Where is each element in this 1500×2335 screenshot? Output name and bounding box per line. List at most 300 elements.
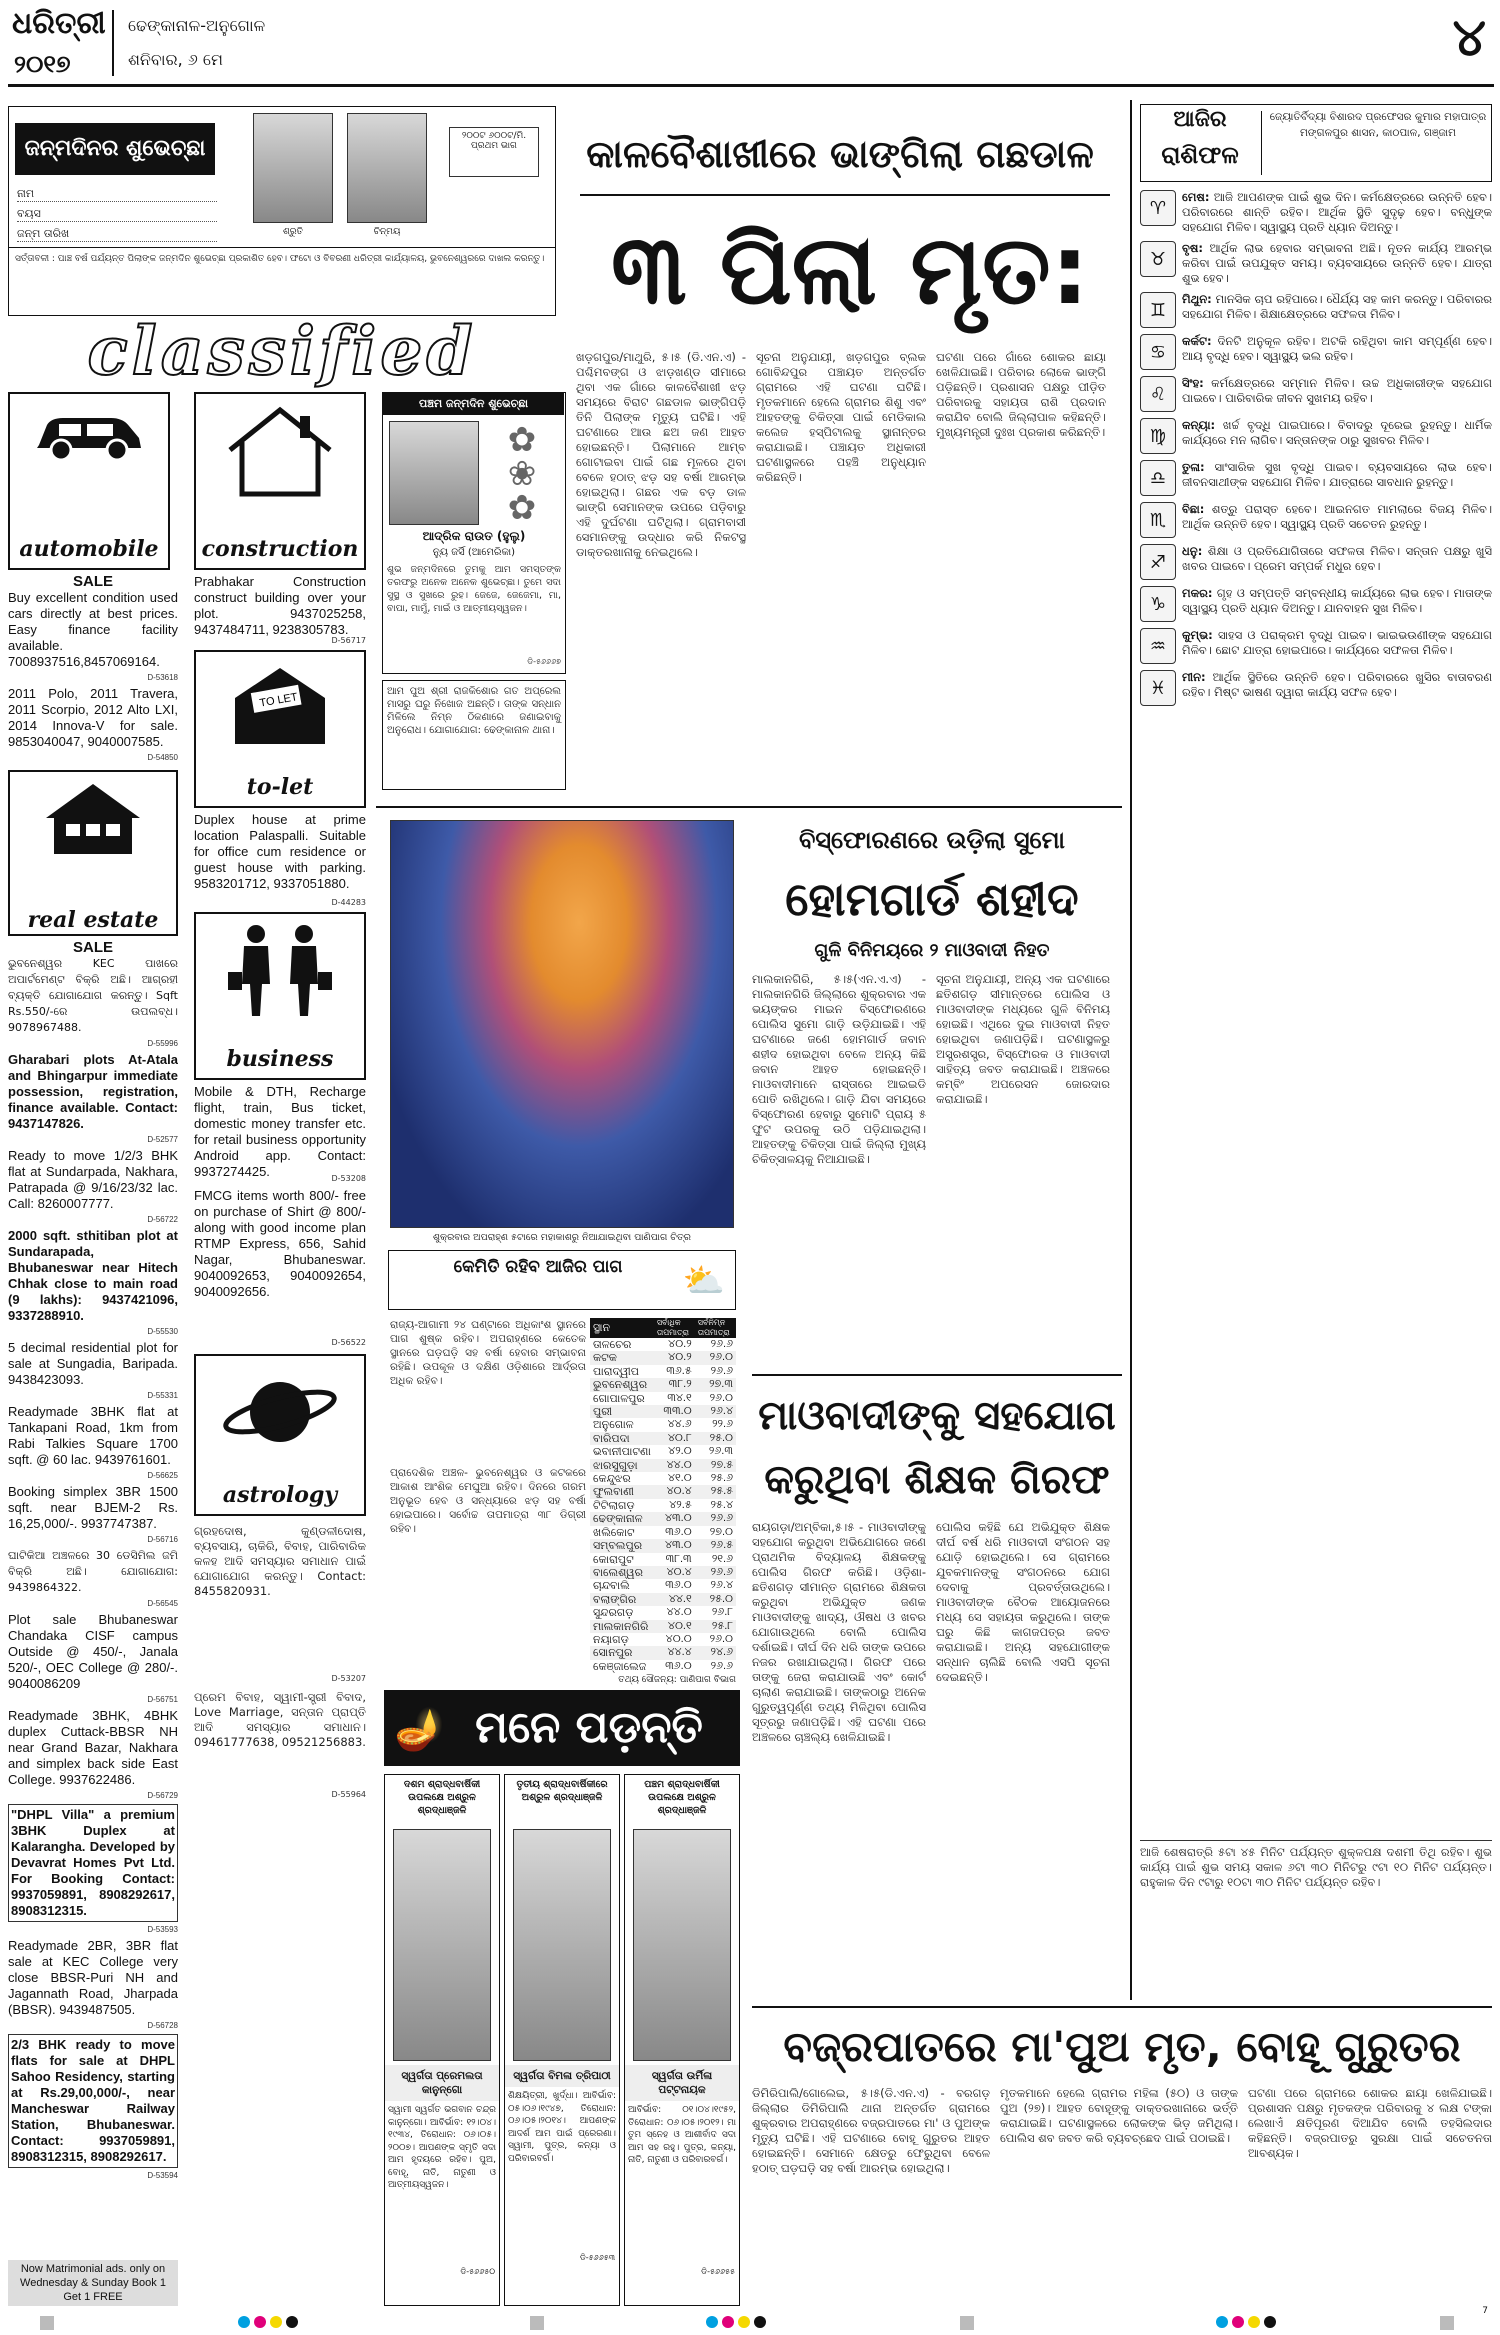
- horoscope-sign: [1140, 502, 1492, 538]
- temperature-cell-city: ସୁନ୍ଦରଗଡ଼: [593, 1606, 634, 1620]
- temperature-cell-max: ୪୪.୦: [666, 1606, 692, 1619]
- weather-title-text: କେମିତି ରହିବ ଆଜିର ପାଗ: [453, 1257, 623, 1277]
- horoscope-title-1: ଆଜିର: [1173, 107, 1227, 132]
- home-outline-icon: [220, 400, 340, 500]
- registration-marks-left: [238, 2316, 298, 2328]
- temperature-cell-min: ୨୬.୦: [709, 1391, 733, 1404]
- ad-apartment-odia: ଭୁବନେଶ୍ୱର KEC ପାଖରେ ଅପାର୍ଟମେଣ୍ଟ ବିକ୍ରି ଅଛି। ଆଗ୍ରହୀ ବ୍ୟକ୍ତି ଯୋଗାଯୋଗ କରନ୍ତୁ। Sqft Rs.550/-ରେ ଉପଲବ୍ଧ। 9078967488.: [8, 957, 178, 1034]
- ad-code: D-55964: [331, 1790, 366, 1799]
- temperature-row: [590, 1378, 736, 1391]
- classified-col1: [8, 574, 178, 2304]
- lightning-body-col2: ମୃତକମାନେ ହେଲେ ଗ୍ରାମର ମହିଳା (୫୦) ଓ ତାଙ୍କ ପୁଅ (୨୭)। ଆହତ ବୋହୂଙ୍କୁ ଡାକ୍ତରଖାନାରେ ଭର୍ତ୍ତି କରାଯାଇଛି। ଘଟଣାସ୍ଥଳରେ ଲୋକଙ୍କ ଭିଡ଼ ଜମିଥିଲା। ପୋଲିସ ଶବ ଜବତ କରି ବ୍ୟବଚ୍ଛେଦ ପାଇଁ ପଠାଇଛି।: [1000, 2086, 1238, 2145]
- obituary-name: ସ୍ୱର୍ଗତା ଉର୍ମିଳା ପଟ୍ଟନାୟକ: [625, 2065, 739, 2101]
- temperature-cell-max: ୪୪.୪: [667, 1646, 692, 1659]
- homeguard-bottom-rule: [752, 1374, 1122, 1376]
- ad-duplex-cuttack: Readymade 3BHK, 4BHK duplex Cuttack-BBSR NH near Grand Bazar, Nakhara and simplex back side East College. 9937622486.: [8, 1708, 178, 1787]
- horoscope-sign: [1140, 241, 1492, 286]
- horoscope-sign-text: [1182, 241, 1492, 286]
- obituary-text: ଆବିର୍ଭାବ: ୦୧।୦୪।୧୯୫୨, ତିରୋଧାନ: ୦୬।୦୫।୨୦୧୨। ମା ତୁମ ସ୍ନେହ ଓ ଆଶୀର୍ବାଦ ସଦା ଆମ ସହ ରହୁ। ପୁତ୍ର, କନ୍ୟା, ନାତି, ନାତୁଣୀ ଓ ପରିବାରବର୍ଗ।: [628, 2105, 736, 2165]
- temperature-cell-city: ବାରିପଦା: [593, 1431, 630, 1445]
- temperature-row: [590, 1646, 736, 1659]
- birthday-title: ଜନ୍ମଦିନର ଶୁଭେଚ୍ଛା: [15, 123, 215, 175]
- fifth-birthday-code: ଡି-୫୬୬୬୭: [527, 657, 561, 666]
- lead-bottom-rule: [376, 806, 1122, 808]
- cyan-mark: [706, 2316, 718, 2328]
- zodiac-prediction: ଆର୍ଥିକ ସ୍ଥିତିରେ ଉନ୍ନତି ହେବ। ପରିବାରରେ ଖୁସିର ବାତାବରଣ ରହିବ। ମିଷ୍ଟ ଭାଷଣ ଦ୍ୱାରା କାର୍ଯ୍ୟ ସଫଳ ହେବ।: [1182, 670, 1492, 699]
- temperature-cell-min: ୨୬.୪: [710, 1579, 733, 1592]
- to-let-label: to-let: [246, 774, 314, 800]
- classified-banner: classified: [87, 312, 477, 390]
- astrologer-credit: ଜ୍ୟୋତିର୍ବିଦ୍ୟା ବିଶାରଦ ପ୍ରଫେସର କୁମାର ମହାପାତ୍ର ମଙ୍ଗଳପୁର ଶାସନ, କାଠପାଳ, ଗଞ୍ଜାମ: [1269, 111, 1487, 139]
- temperature-cell-min: ୨୬.୫: [710, 1539, 733, 1552]
- obituary-name: ସ୍ୱର୍ଗତା ବିମଳା ତ୍ରିପାଠୀ: [505, 2065, 619, 2087]
- magenta-mark: [1232, 2316, 1244, 2328]
- birthday-terms: ସର୍ତ୍ତାବଳୀ : ପାଞ୍ଚ ବର୍ଷ ପର୍ଯ୍ୟନ୍ତ ପିଲାଙ୍କ ଜନ୍ମଦିନ ଶୁଭେଚ୍ଛା ପ୍ରକାଶିତ ହେବ। ଫଟୋ ଓ ବିବରଣୀ ଧରିତ୍ରୀ କାର୍ଯ୍ୟାଳୟ, ଭୁବନେଶ୍ୱରରେ ଦାଖଲ କରନ୍ତୁ।: [15, 254, 545, 264]
- automobile-label: automobile: [19, 536, 159, 562]
- col-city-header: ସ୍ଥାନ: [593, 1321, 611, 1335]
- ad-code: D-53618: [147, 673, 178, 682]
- temperature-cell-min: ୨୬.୦: [709, 1351, 733, 1364]
- cyan-mark: [238, 2316, 250, 2328]
- zodiac-symbol-icon: ♉: [1140, 241, 1176, 277]
- obituary-heading: ଦଶମ ଶ୍ରାଦ୍ଧବାର୍ଷିକୀ ଉପଲକ୍ଷେ ଅଶ୍ରୁଳ ଶ୍ରଦ୍ଧାଞ୍ଜଳି: [403, 1779, 481, 1816]
- zodiac-prediction: ଶିକ୍ଷା ଓ ପ୍ରତିଯୋଗିତାରେ ସଫଳତା ମିଳିବ। ସନ୍ତାନ ପକ୍ଷରୁ ଖୁସି ଖବର ପାଇବେ। ପ୍ରେମ ସମ୍ପର୍କ ମଧୁର ହେବ।: [1182, 544, 1492, 573]
- lead-kicker-rule: [580, 194, 1110, 196]
- temperature-cell-min: ୨୭.୫: [710, 1458, 733, 1471]
- astrology-label: astrology: [222, 1482, 338, 1508]
- temperature-cell-city: ସମ୍ବଲପୁର: [593, 1539, 643, 1553]
- yellow-mark: [738, 2316, 750, 2328]
- zodiac-symbol-icon: ♓: [1140, 670, 1176, 706]
- ad-sthitiban-plot: 2000 sqft. sthitiban plot at Sundarapada, Bhubaneswar near Hitech Chhak close to main road (9 lakhs): 9437421096, 9337288910.: [8, 1228, 178, 1323]
- category-business[interactable]: [194, 912, 366, 1080]
- zodiac-symbol-icon: ♍: [1140, 418, 1176, 454]
- temperature-row: [590, 1499, 736, 1512]
- house-icon: [38, 778, 148, 858]
- temperature-cell-max: ୪୦.୪: [666, 1485, 692, 1498]
- crop-mark: [530, 2316, 544, 2330]
- matrimonial-notice: Now Matrimonial ads. only on Wednesday & Sunday Book 1 Get 1 FREE: [8, 2260, 178, 2306]
- obituary-card: [624, 1774, 740, 2306]
- category-real-estate[interactable]: [8, 770, 178, 936]
- ad-cars-for-sale: 2011 Polo, 2011 Travera, 2011 Scorpio, 2012 Alto LXI, 2014 Innova-V for sale. 9853040047, 9040007585.: [8, 686, 178, 749]
- temperature-cell-city: କୋରାପୁଟ: [593, 1552, 634, 1566]
- black-mark: [286, 2316, 298, 2328]
- horoscope-sign: [1140, 670, 1492, 706]
- zodiac-sign-name: ମକର:: [1182, 586, 1213, 600]
- temperature-cell-city: ପୁରୀ: [593, 1405, 612, 1419]
- temperature-cell-city: ଗୋପାଳପୁର: [593, 1391, 645, 1405]
- cyan-mark: [1216, 2316, 1228, 2328]
- temperature-cell-city: ଅନୁଗୋଳ: [593, 1418, 634, 1432]
- zodiac-sign-name: ମେଷ:: [1182, 190, 1210, 204]
- lightning-headline: ବଜ୍ରପାତରେ ମା'ପୁଅ ମୃତ, ବୋହୂ ଗୁରୁତର: [783, 2022, 1461, 2071]
- temperature-row: [590, 1593, 736, 1606]
- obituary-name: ସ୍ୱର୍ଗତା ପ୍ରେମଲତା କାନୁନ୍‌ଗୋ: [385, 2065, 499, 2101]
- temperature-row: [590, 1338, 736, 1351]
- birthday-field-age: [17, 207, 217, 222]
- lightning-top-rule: [752, 2006, 1492, 2008]
- temperature-row: [590, 1579, 736, 1592]
- temperature-source: ତଥ୍ୟ ସୌଜନ୍ୟ: ପାଣିପାଗ ବିଭାଗ: [618, 1675, 736, 1686]
- temperature-cell-max: ୪୦.୨: [668, 1351, 692, 1364]
- obituary-text: ସ୍ୱାମୀ ସ୍ୱର୍ଗତ ଭଗବାନ ଚନ୍ଦ୍ର କାନୁନ୍‌ଗୋ। ଆବିର୍ଭାବ: ୧୨।୦୪।୧୯୩୪, ତିରୋଧାନ: ୦୬।୦୫।୨୦୦୭। ଆପଣଙ୍କ ସ୍ମୃତି ସଦା ଆମ ହୃଦୟରେ ରହିବ। ପୁଅ, ବୋହୂ, ନାତି, ନାତୁଣୀ ଓ ଆତ୍ମୀୟସ୍ୱଜନ।: [388, 2105, 496, 2190]
- ad-bhk-flat-sundarpada: Ready to move 1/2/3 BHK flat at Sundarpada, Nakhara, Patrapada @ 9/16/23/32 lac. Call: 8260007777.: [8, 1148, 178, 1211]
- yellow-mark: [270, 2316, 282, 2328]
- category-astrology[interactable]: [194, 1354, 366, 1516]
- temperature-cell-city: ଫୁଲବାଣୀ: [593, 1485, 634, 1499]
- temperature-cell-city: ବାଲେଶ୍ୱର: [593, 1565, 643, 1579]
- temperature-cell-min: ୨୧.୬: [711, 1552, 733, 1565]
- lead-kicker: କାଳବୈଶାଖୀରେ ଭାଙ୍ଗିଲା ଗଛଡାଳ: [586, 132, 1094, 176]
- ad-code: D-56545: [147, 1599, 178, 1608]
- teacher-headline-line1: ମାଓବାଦୀଙ୍କୁ ସହଯୋଗ: [758, 1393, 1116, 1439]
- temperature-cell-min: ୨୭.୩: [709, 1378, 733, 1391]
- horoscope-sign: [1140, 544, 1492, 580]
- temperature-cell-city: ପାରାଦ୍ୱୀପ: [593, 1364, 639, 1378]
- temperature-cell-max: ୪୨.୦: [668, 1445, 692, 1458]
- category-automobile[interactable]: [8, 392, 170, 570]
- zodiac-symbol-icon: ♒: [1140, 628, 1176, 664]
- to-let-sign-icon: [225, 658, 335, 748]
- zodiac-prediction: ଗୃହ ଓ ସମ୍ପତ୍ତି ସମ୍ବନ୍ଧୀୟ କାର୍ଯ୍ୟରେ ଲାଭ ହେବ। ମାତାଙ୍କ ସ୍ୱାସ୍ଥ୍ୟ ପ୍ରତି ଧ୍ୟାନ ଦିଅନ୍ତୁ। ଯାନବାହନ ସୁଖ ମିଳିବ।: [1182, 586, 1492, 615]
- sun-cloud-icon: ⛅: [682, 1261, 725, 1301]
- horoscope-sign-text: [1182, 502, 1492, 532]
- temperature-cell-max: ୪୪.୬: [667, 1418, 692, 1431]
- birthday-field-dob: [17, 227, 217, 242]
- temperature-cell-city: ଚାନ୍ଦବାଲି: [593, 1579, 630, 1593]
- child-location: ନ୍ୟୁ ଜର୍ସି (ଆମେରିକା): [432, 547, 516, 558]
- temperature-cell-max: ୩୬.୦: [665, 1579, 692, 1592]
- ad-land-odia: ଘାଟିକିଆ ଅଞ୍ଚଳରେ 30 ଡେସିମିଲ ଜମି ବିକ୍ରି ଅଛି। ଯୋଗାଯୋଗ: 9439864322.: [8, 1549, 178, 1594]
- zodiac-prediction: ଦିନଟି ଅନୁକୂଳ ରହିବ। ଅଟକି ରହିଥିବା କାମ ସମ୍ପୂର୍ଣ୍ଣ ହେବ। ଆୟ ବୃଦ୍ଧି ହେବ। ସ୍ୱାସ୍ଥ୍ୟ ଭଲ ରହିବ।: [1182, 334, 1492, 363]
- ad-code: D-56717: [331, 636, 366, 645]
- lightning-body-col3: ଘଟଣା ପରେ ଗ୍ରାମରେ ଶୋକର ଛାୟା ଖେଳିଯାଇଛି। ପ୍ରଶାସନ ପକ୍ଷରୁ ମୃତକଙ୍କ ପରିବାରକୁ ୪ ଲକ୍ଷ ଟଙ୍କା ଲେଖାଏଁ କ୍ଷତିପୂରଣ ଦିଆଯିବ ବୋଲି ତହସିଲଦାର କହିଛନ୍ତି। ବଜ୍ରପାତରୁ ସୁରକ୍ଷା ପାଇଁ ସଚେତନତା ଆବଶ୍ୟକ।: [1248, 2086, 1492, 2160]
- magenta-mark: [254, 2316, 266, 2328]
- homeguard-kicker: ବିସ୍ଫୋରଣରେ ଉଡ଼ିଲା ସୁମୋ: [799, 826, 1065, 854]
- temperature-header-row: [590, 1318, 736, 1338]
- masthead-year: ୨୦୧୭: [14, 50, 71, 78]
- child-photo-2: [347, 113, 427, 223]
- ad-code: D-52577: [147, 1135, 178, 1144]
- temperature-cell-min: ୨୬.୬: [710, 1364, 733, 1377]
- zodiac-symbol-icon: ♎: [1140, 460, 1176, 496]
- ad-code: D-56729: [147, 1791, 178, 1800]
- horoscope-divider: [1130, 100, 1132, 2000]
- masthead: [8, 6, 1494, 84]
- category-to-let[interactable]: [194, 650, 366, 808]
- temperature-cell-max: ୪୦.୪: [666, 1565, 692, 1578]
- temperature-cell-min: ୨୫.୬: [710, 1472, 733, 1485]
- temperature-cell-city: ସୋନପୁର: [593, 1646, 633, 1660]
- crop-mark: [960, 2316, 974, 2330]
- ad-code: D-56751: [147, 1695, 178, 1704]
- satellite-weather-map: [390, 820, 734, 1228]
- temperature-cell-max: ୩୮.୩: [665, 1552, 692, 1565]
- temperature-cell-min: ୨୫.୫: [710, 1485, 733, 1498]
- temperature-cell-min: ୨୬.୬: [710, 1659, 733, 1672]
- zodiac-prediction: ଆଜି ଆପଣଙ୍କ ପାଇଁ ଶୁଭ ଦିନ। କର୍ମକ୍ଷେତ୍ରରେ ଉନ୍ନତି ହେବ। ପରିବାରରେ ଶାନ୍ତି ରହିବ। ଆର୍ଥିକ ସ୍ଥିତି ସୁଦୃଢ଼ ହେବ। ବନ୍ଧୁଙ୍କ ସହଯୋଗ ମିଳିବ। ସ୍ୱାସ୍ଥ୍ୟ ପ୍ରତି ଧ୍ୟାନ ଦିଅନ୍ତୁ।: [1182, 190, 1492, 234]
- zodiac-sign-name: ମୀନ:: [1182, 670, 1206, 684]
- crop-mark: [40, 2316, 54, 2330]
- homeguard-headline: ହୋମଗାର୍ଡ ଶହୀଦ: [785, 872, 1079, 926]
- temperature-cell-city: ଭବାନୀପାଟଣା: [593, 1445, 651, 1459]
- teacher-body-col2: ପୋଲିସ କହିଛି ଯେ ଅଭିଯୁକ୍ତ ଶିକ୍ଷକ ଦୀର୍ଘ ବର୍ଷ ଧରି ମାଓବାଦୀ ସଂଗଠନ ସହ ଯୋଡ଼ି ହୋଇଥିଲେ। ସେ ଗ୍ରାମରେ ଯୁବକମାନଙ୍କୁ ସଂଗଠନରେ ଯୋଗ ଦେବାକୁ ପ୍ରବର୍ତ୍ତାଉଥିଲେ। ମାଓବାଦୀଙ୍କ ବୈଠକ ଆୟୋଜନରେ ମଧ୍ୟ ସେ ସହାୟତା କରୁଥିଲେ। ତାଙ୍କ ଘରୁ କିଛି କାଗଜପତ୍ର ଜବତ କରାଯାଇଛି। ଅନ୍ୟ ସହଯୋଗୀଙ୍କ ସନ୍ଧାନ ଚାଲିଛି ବୋଲି ଏସପି ସୂଚନା ଦେଇଛନ୍ତି।: [936, 1520, 1110, 1684]
- ad-fmcg-offer: FMCG items worth 800/- free on purchase of Shirt @ 800/- along with good income plan RTMP Express, 656, Sahid Nagar, Bhubaneswar. 9040092653, 9040092654, 9040092656.: [194, 1188, 366, 1299]
- planet-icon: [220, 1362, 340, 1462]
- black-mark: [1264, 2316, 1276, 2328]
- weather-title: [388, 1250, 736, 1310]
- ad-gharabari-plots: Gharabari plots At-Atala and Bhingarpur immediate possession, registration, finance available. Contact: 9437147826.: [8, 1052, 178, 1131]
- zodiac-symbol-icon: ♐: [1140, 544, 1176, 580]
- temperature-cell-max: ୪୦.୮: [667, 1431, 692, 1444]
- temperature-rows: [590, 1338, 736, 1673]
- horoscope-sign: [1140, 334, 1492, 370]
- horoscope-sign-text: [1182, 544, 1492, 574]
- temperature-cell-city: କଟକ: [593, 1351, 617, 1365]
- child-name-2: ଚିନ୍ମୟ: [373, 227, 401, 237]
- temperature-cell-min: ୨୬.୬: [710, 1565, 733, 1578]
- temperature-row: [590, 1512, 736, 1525]
- fifth-birthday-text: ଶୁଭ ଜନ୍ମଦିନରେ ତୁମକୁ ଆମ ସମସ୍ତଙ୍କ ତରଫରୁ ଅନେକ ଅନେକ ଶୁଭେଚ୍ଛା। ତୁମେ ସଦା ସୁସ୍ଥ ଓ ସୁଖରେ ରୁହ। ଜେଜେ, ଜେଜେମା, ମା, ବାପା, ମାମୁଁ, ମାଇଁ ଓ ଆତ୍ମୀୟସ୍ୱଜନ।: [387, 564, 561, 614]
- horoscope-sign-text: [1182, 334, 1492, 364]
- obituary-code: ଡି-୫୬୬୫୩: [579, 2253, 615, 2262]
- ad-kec-flat: Readymade 2BR, 3BR flat sale at KEC College very close BBSR-Puri NH and Jagannath Road, Jharpada (BBSR). 9439487505.: [8, 1938, 178, 2017]
- temperature-row: [590, 1351, 736, 1364]
- black-mark: [754, 2316, 766, 2328]
- sale-heading-1: SALE: [72, 574, 113, 590]
- temperature-cell-city: ବଲାଙ୍ଗିର: [593, 1592, 637, 1606]
- ad-tankapani-flat: Readymade 3BHK flat at Tankapani Road, 1km from Rabi Talkies Square 1700 sqft. @ 60 lac. 9439761601.: [8, 1404, 178, 1467]
- registration-marks-right: [1216, 2316, 1276, 2328]
- business-people-icon: [220, 920, 340, 1020]
- temperature-row: [590, 1392, 736, 1405]
- child-photo: [389, 421, 479, 525]
- registration-marks-center: [706, 2316, 766, 2328]
- temperature-row: [590, 1606, 736, 1619]
- temperature-cell-max: ୪୪.୧: [668, 1592, 692, 1605]
- horoscope-sign-text: [1182, 460, 1492, 490]
- lead-headline: ୩ ପିଲା ମୃତ:: [610, 214, 1089, 326]
- ad-residential-plot: 5 decimal residential plot for sale at Sungadia, Baripada. 9438423093.: [8, 1340, 178, 1387]
- satellite-caption: ଶୁକ୍ରବାର ଅପରାହ୍ଣ ୫ଟାରେ ମହାକାଶରୁ ନିଆଯାଇଥିବା ପାଣିପାଗ ଚିତ୍ର: [432, 1232, 692, 1243]
- zodiac-sign-name: ଧନୁ:: [1182, 544, 1203, 558]
- zodiac-prediction: ସାଂସାରିକ ସୁଖ ବୃଦ୍ଧି ପାଇବ। ବ୍ୟବସାୟରେ ଲାଭ ହେବ। ଜୀବନସାଥୀଙ୍କ ସହଯୋଗ ମିଳିବ। ଯାତ୍ରାରେ ସାବଧାନ ରୁହନ୍ତୁ।: [1182, 460, 1492, 489]
- temperature-row: [590, 1445, 736, 1458]
- temperature-cell-min: ୨୬.୮: [711, 1606, 733, 1619]
- ad-code: D-55530: [147, 1327, 178, 1336]
- magenta-mark: [722, 2316, 734, 2328]
- temperature-row: [590, 1432, 736, 1445]
- horoscope-sign-text: [1182, 670, 1492, 700]
- temperature-cell-max: ୪୪.୦: [666, 1458, 692, 1471]
- temperature-cell-city: କେନ୍ଦୁଝର: [593, 1472, 631, 1486]
- temperature-row: [590, 1620, 736, 1633]
- flowers-decoration: ✿ ❀ ✿: [507, 420, 537, 528]
- temperature-cell-max: ୪୧.୦: [667, 1472, 692, 1485]
- ad-code: D-55331: [147, 1391, 178, 1400]
- teacher-body-col1: ରାୟଗଡ଼ା/ଅମ୍ବିକା,୫।୫ - ମାଓବାଦୀଙ୍କୁ ସହଯୋଗ କରୁଥିବା ଅଭିଯୋଗରେ ଜଣେ ପ୍ରାଥମିକ ବିଦ୍ୟାଳୟ ଶିକ୍ଷକଙ୍କୁ ପୋଲିସ ଗିରଫ କରିଛି। ଓଡ଼ିଶା-ଛତିଶଗଡ଼ ସୀମାନ୍ତ ଗ୍ରାମରେ ଶିକ୍ଷକତା କରୁଥିବା ଅଭିଯୁକ୍ତ ଜଣକ ମାଓବାଦୀଙ୍କୁ ଖାଦ୍ୟ, ଔଷଧ ଓ ଖବର ଯୋଗାଉଥିଲେ ବୋଲି ପୋଲିସ ଦର୍ଶାଇଛି। ଦୀର୍ଘ ଦିନ ଧରି ତାଙ୍କ ଉପରେ ନଜର ରଖାଯାଇଥିଲା। ଗିରଫ ପରେ ତାଙ୍କୁ ଜେରା କରାଯାଉଛି ଏବଂ କୋର୍ଟ ଚାଲାଣ କରାଯାଇଛି। ତାଙ୍କଠାରୁ ଅନେକ ଗୁରୁତ୍ୱପୂର୍ଣ୍ଣ ତଥ୍ୟ ମିଳିଥିବା ପୋଲିସ ସୂତ୍ରରୁ ଜଣାପଡ଼ିଛି। ଏହି ଘଟଣା ପରେ ଅଞ୍ଚଳରେ ଚାଞ୍ଚଲ୍ୟ ଖେଳିଯାଇଛି।: [752, 1520, 926, 1744]
- page-footer-number: 7: [1482, 2306, 1488, 2316]
- temperature-table-grid: [590, 1318, 736, 1673]
- ad-code: D-53208: [331, 1174, 366, 1183]
- construction-label: construction: [201, 536, 359, 562]
- temperature-cell-city: ତାଳଚେର: [593, 1338, 632, 1351]
- obituary-card: [504, 1774, 620, 2306]
- temperature-cell-max: ୪୦.୧: [667, 1619, 692, 1632]
- temperature-row: [590, 1660, 736, 1673]
- ad-used-cars: Buy excellent condition used cars directly at best prices. Easy finance facility available. 7008937516,8457069164.: [8, 590, 178, 669]
- ad-mobile-recharge: Mobile & DTH, Recharge flight, train, Bus ticket, domestic money transfer etc. for retail business opportunity Android app. Contact: 9937274425.: [194, 1084, 366, 1178]
- zodiac-prediction: ମାନସିକ ଚାପ ରହିପାରେ। ଧୈର୍ଯ୍ୟ ସହ କାମ କରନ୍ତୁ। ପରିବାରର ସହଯୋଗ ମିଳିବ। ଶିକ୍ଷାକ୍ଷେତ୍ରରେ ସଫଳତା ମିଳିବ।: [1182, 292, 1492, 321]
- temperature-cell-max: ୩୪.୧: [667, 1391, 692, 1404]
- ad-sahoo-residency: 2/3 BHK ready to move flats for sale at DHPL Sahoo Residency, starting at Rs.29,00,000/-, near Mancheswar Railway Station, Bhubaneswar. Contact: 9937059891, 8908312315, 8908292617.: [8, 2034, 178, 2168]
- temperature-cell-max: ୪୦.୦: [665, 1632, 692, 1645]
- temperature-cell-city: କେଞ୍ଜାଲେଜ: [593, 1659, 647, 1673]
- ad-code: D-56522: [331, 1338, 366, 1347]
- col-min-header: ସର୍ବନିମ୍ନ ତାପମାତ୍ରା: [697, 1318, 730, 1337]
- fifth-birthday-box: [382, 392, 566, 674]
- temperature-cell-min: ୨୪.୬: [710, 1646, 733, 1659]
- horoscope-sign: [1140, 292, 1492, 328]
- horoscope-sign: [1140, 628, 1492, 664]
- horoscope-sign: [1140, 460, 1492, 496]
- lightning-body-col1: ଡିମିରିପାଲି/ଗୋଲେଇ, ୫।୫(ଡି.ଏନ.ଏ) - ବରଗଡ଼ ଜିଲ୍ଲାର ଡିମିରିପାଲି ଥାନା ଅନ୍ତର୍ଗତ ଗ୍ରାମରେ ଶୁକ୍ରବାର ଅପରାହ୍ଣରେ ବଜ୍ରପାତରେ ମା' ଓ ପୁଅଙ୍କ ମୃତ୍ୟୁ ଘଟିଛି। ଏହି ଘଟଣାରେ ବୋହୂ ଗୁରୁତର ଆହତ ହୋଇଛନ୍ତି। ସେମାନେ କ୍ଷେତରୁ ଫେରୁଥିବା ବେଳେ ହଠାତ୍ ଘଡ଼ଘଡ଼ି ସହ ବର୍ଷା ଆରମ୍ଭ ହୋଇଥିଲା।: [752, 2086, 990, 2175]
- homeguard-body-col1: ମାଲକାନଗିରି, ୫।୫(ଏନ.ଏ.ଏ) - ମାଲକାନଗିରି ଜିଲ୍ଲାରେ ଶୁକ୍ରବାର ଏକ ଭୟଙ୍କର ମାଇନ ବିସ୍ଫୋରଣରେ ପୋଲିସ ସୁମୋ ଗାଡ଼ି ଉଡ଼ିଯାଇଛି। ଏହି ଘଟଣାରେ ଜଣେ ହୋମଗାର୍ଡ ଜବାନ ଶହୀଦ ହୋଇଥିବା ବେଳେ ଅନ୍ୟ କିଛି ଜବାନ ଆହତ ହୋଇଛନ୍ତି। ମାଓବାଦୀମାନେ ରାସ୍ତାରେ ଆଇଇଡି ପୋତି ରଖିଥିଲେ। ଗାଡ଼ି ଯିବା ସମୟରେ ବିସ୍ଫୋରଣ ହେବାରୁ ସୁମୋଟି ପ୍ରାୟ ୫ ଫୁଟ ଉପରକୁ ଉଠି ପଡ଼ିଯାଇଥିଲା। ଆହତଙ୍କୁ ଚିକିତ୍ସା ପାଇଁ ଜିଲ୍ଲା ମୁଖ୍ୟ ଚିକିତ୍ସାଳୟକୁ ନିଆଯାଇଛି।: [752, 972, 926, 1166]
- edition-name: ଢେଙ୍କାନାଳ-ଅନୁଗୋଳ: [128, 16, 266, 35]
- car-icon: [29, 400, 149, 470]
- lamp-icon: 🪔: [394, 1707, 444, 1753]
- obituary-code: ଡି-୫୬୬୫୦: [460, 2267, 495, 2276]
- temperature-cell-city: ନୟାଗଡ଼: [593, 1632, 629, 1646]
- temperature-cell-max: ୩୬.୫: [666, 1364, 692, 1377]
- panchang-footer: ଆଜି ଶେଷରାତ୍ରି ୫ଟା ୪୫ ମିନିଟ ପର୍ଯ୍ୟନ୍ତ ଶୁକ୍ଳପକ୍ଷ ଦଶମୀ ତିଥି ରହିବ। ଶୁଭ କାର୍ଯ୍ୟ ପାଇଁ ଶୁଭ ସମୟ ସକାଳ ୬ଟା ୩୦ ମିନିଟରୁ ୯ଟା ୧୦ ମିନିଟ ପର୍ଯ୍ୟନ୍ତ। ରାହୁକାଳ ଦିନ ୯ଟାରୁ ୧୦ଟା ୩୦ ମିନିଟ ପର୍ଯ୍ୟନ୍ତ ରହିବ।: [1140, 1840, 1492, 2000]
- child-name-1: ଶ୍ରୁତି: [283, 227, 303, 237]
- ad-code: D-55996: [147, 1039, 178, 1048]
- newspaper-logo: ଧରିତ୍ରୀ: [12, 6, 106, 41]
- zodiac-sign-name: ବିଛା:: [1182, 502, 1205, 516]
- ad-astrology-odia: ଗ୍ରହଦୋଷ, କୁଣ୍ଡଳୀଦୋଷ, ବ୍ୟବସାୟ, ଚାକିରି, ବିବାହ, ପାରିବାରିକ କଳହ ଆଦି ସମସ୍ୟାର ସମାଧାନ ପାଇଁ ଯୋଗାଯୋଗ କରନ୍ତୁ। Contact: 8455820931.: [194, 1524, 366, 1598]
- ad-love-marriage: ପ୍ରେମ ବିବାହ, ସ୍ୱାମୀ-ସ୍ତ୍ରୀ ବିବାଦ, Love Marriage, ସନ୍ତାନ ପ୍ରାପ୍ତି ଆଦି ସମସ୍ୟାର ସମାଧାନ। 09461777638, 09521256883.: [194, 1690, 366, 1749]
- horoscope-header-rule: [1261, 111, 1262, 175]
- horoscope-sign-text: [1182, 376, 1492, 406]
- birthday-wishes-box: [8, 106, 556, 316]
- horoscope-sign: [1140, 376, 1492, 412]
- zodiac-symbol-icon: ♑: [1140, 586, 1176, 622]
- zodiac-symbol-icon: ♏: [1140, 502, 1176, 538]
- temperature-cell-city: ଭୁବନେଶ୍ୱର: [593, 1378, 648, 1392]
- zodiac-symbol-icon: ♈: [1140, 190, 1176, 226]
- category-construction[interactable]: [194, 392, 366, 570]
- ad-code: D-54850: [147, 753, 178, 762]
- page-number: ୪: [1452, 8, 1486, 68]
- zodiac-sign-name: ସିଂହ:: [1182, 376, 1204, 390]
- horoscope-sign-text: [1182, 292, 1492, 322]
- temperature-cell-min: ୨୬.୪: [710, 1405, 733, 1418]
- ad-code: D-56722: [147, 1215, 178, 1224]
- temperature-row: [590, 1633, 736, 1646]
- temperature-row: [590, 1472, 736, 1485]
- zodiac-sign-name: କନ୍ୟା:: [1182, 418, 1216, 432]
- temperature-cell-min: ୨୫.୦: [709, 1431, 733, 1444]
- field-age-label: ବୟସ: [17, 207, 41, 220]
- obituary-card: [384, 1774, 500, 2306]
- temperature-row: [590, 1526, 736, 1539]
- ad-dhpl-villa: "DHPL Villa" a premium 3BHK Duplex at Kalarangha. Developed by Devavrat Homes Pvt Ltd. For Booking Contact: 9937059891, 8908292617, 8908312315.: [8, 1804, 178, 1922]
- weather-forecast-regional: ପ୍ରାଦେଶିକ ଅଞ୍ଚଳ- ଭୁବନେଶ୍ୱର ଓ କଟକରେ ଆକାଶ ଆଂଶିକ ମେଘୁଆ ରହିବ। ଦିନରେ ଗରମ ଅନୁଭୂତ ହେବ ଓ ସନ୍ଧ୍ୟାରେ ଝଡ଼ ସହ ବର୍ଷା ହୋଇପାରେ। ସର୍ବୋଚ୍ଚ ତାପମାତ୍ରା ୩୮ ଡିଗ୍ରୀ ରହିବ।: [390, 1467, 586, 1535]
- temperature-cell-city: ଢେଙ୍କାନାଳ: [593, 1512, 643, 1526]
- temperature-cell-min: ୨୬.୬: [710, 1512, 733, 1525]
- zodiac-sign-name: ମିଥୁନ:: [1182, 292, 1212, 306]
- zodiac-prediction: ଆର୍ଥିକ ଲାଭ ହେବାର ସମ୍ଭାବନା ଅଛି। ନୂତନ କାର୍ଯ୍ୟ ଆରମ୍ଭ କରିବା ପାଇଁ ଉପଯୁକ୍ତ ସମୟ। ବ୍ୟବସାୟରେ ଉନ୍ନତି ହେବ। ଯାତ୍ରା ଶୁଭ ହେବ।: [1182, 241, 1492, 285]
- horoscope-sign-text: [1182, 190, 1492, 235]
- masthead-rule: [8, 84, 1494, 87]
- horoscope-title-2: ରାଶିଫଳ: [1161, 141, 1239, 169]
- obituary-photo: [393, 1829, 491, 2061]
- zodiac-prediction: ସାହସ ଓ ପରାକ୍ରମ ବୃଦ୍ଧି ପାଇବ। ଭାଇଭଉଣୀଙ୍କ ସହଯୋଗ ମିଳିବ। ଛୋଟ ଯାତ୍ରା ହୋଇପାରେ। କାର୍ଯ୍ୟରେ ସଫଳତା ମିଳିବ।: [1182, 628, 1492, 657]
- temperature-cell-city: ମାଲକାନଗିରି: [593, 1619, 649, 1633]
- temperature-cell-min: ୨୬.୦: [709, 1632, 733, 1645]
- zodiac-sign-name: ତୁଳା:: [1182, 460, 1205, 474]
- temperature-cell-max: ୩୩.୦: [663, 1405, 692, 1418]
- ad-code: D-56716: [147, 1535, 178, 1544]
- temperature-row: [590, 1566, 736, 1579]
- ad-code: D-53594: [147, 2171, 178, 2180]
- teacher-headline-line2: କରୁଥିବା ଶିକ୍ଷକ ଗିରଫ: [764, 1457, 1110, 1503]
- temperature-row: [590, 1485, 736, 1498]
- col-max-header: ସର୍ବାଧିକ ତାପମାତ୍ରା: [656, 1318, 690, 1337]
- real-estate-label: real estate: [27, 907, 159, 933]
- temperature-cell-min: ୨୨.୬: [712, 1418, 733, 1431]
- temperature-cell-city: ଟିଟିଲାଗଡ଼: [593, 1498, 635, 1512]
- obituary-text: ଶିକ୍ଷୟିତ୍ରୀ, ଖୁର୍ଦ୍ଧା। ଆବିର୍ଭାବ: ୦୫।୦୬।୧୯୪୭, ତିରୋଧାନ: ୦୬।୦୫।୨୦୧୪। ଆପଣଙ୍କ ଆଦର୍ଶ ଆମ ପାଇଁ ପ୍ରେରଣା। ସ୍ୱାମୀ, ପୁତ୍ର, କନ୍ୟା ଓ ପରିବାରବର୍ଗ।: [508, 2091, 616, 2164]
- ad-code: D-53593: [147, 1925, 178, 1934]
- temperature-table: [590, 1318, 736, 1686]
- horoscope-sign: [1140, 418, 1492, 454]
- birthday-rule: [9, 247, 555, 248]
- obituary-photo: [633, 1829, 731, 2061]
- field-dob-label: ଜନ୍ମ ତାରିଖ: [17, 227, 70, 240]
- temperature-cell-min: ୨୫.୮: [711, 1619, 733, 1632]
- temperature-cell-city: ଝାରସୁଗୁଡ଼ା: [593, 1458, 638, 1472]
- yellow-mark: [1248, 2316, 1260, 2328]
- lead-body-col1: ଖଡ଼ଗପୁର/ମାଥୁରି, ୫।୫ (ଡି.ଏନ.ଏ) - ପଶ୍ଚିମବଙ୍ଗ ଓ ଝାଡ଼ଖଣ୍ଡ ସୀମାରେ ଥିବା ଏକ ଗାଁରେ କାଳବୈଶାଖୀ ଝଡ଼ ସମୟରେ ବିରାଟ ଗଛଡାଳ ଭାଙ୍ଗିପଡ଼ି ତିନି ପିଲାଙ୍କ ମୃତ୍ୟୁ ଘଟିଛି। ଏହି ଘଟଣାରେ ଆଉ ଛଅ ଜଣ ଆହତ ହୋଇଛନ୍ତି। ପିଲାମାନେ ଆମ୍ବ ଗୋଟାଇବା ପାଇଁ ଗଛ ମୂଳରେ ଥିବା ବେଳେ ହଠାତ୍ ଝଡ଼ ସହ ବର୍ଷା ଆରମ୍ଭ ହୋଇଥିଲା। ଗଛର ଏକ ବଡ଼ ଡାଳ ଭାଙ୍ଗି ସେମାନଙ୍କ ଉପରେ ପଡ଼ିବାରୁ ଏହି ଦୁର୍ଘଟଣା ଘଟିଥିଲା। ଗ୍ରାମବାସୀ ସେମାନଙ୍କୁ ଉଦ୍ଧାର କରି ନିକଟସ୍ଥ ଡାକ୍ତରଖାନାକୁ ନେଇଥିଲେ।: [576, 350, 746, 559]
- birthday-price-tag: ୨୦୦ଟ ୬୦୦ଟ/ମି. ପ୍ରଥମ ଭାଗ: [449, 127, 539, 177]
- zodiac-symbol-icon: ♊: [1140, 292, 1176, 328]
- ad-code: D-56728: [147, 2021, 178, 2030]
- temperature-cell-max: ୩୬.୦: [665, 1525, 692, 1538]
- field-name-label: ନାମ: [17, 187, 35, 200]
- temperature-cell-max: ୪୨.୫: [669, 1498, 692, 1511]
- temperature-row: [590, 1459, 736, 1472]
- homeguard-body-col2: ସୂଚନା ଅନୁଯାୟୀ, ଅନ୍ୟ ଏକ ଘଟଣାରେ ଛତିଶଗଡ଼ ସୀମାନ୍ତରେ ପୋଲିସ ଓ ମାଓବାଦୀଙ୍କ ମଧ୍ୟରେ ଗୁଳି ବିନିମୟ ହୋଇଛି। ଏଥିରେ ଦୁଇ ମାଓବାଦୀ ନିହତ ହୋଇଥିବା ଜଣାପଡ଼ିଛି। ଘଟଣାସ୍ଥଳରୁ ଅସ୍ତ୍ରଶସ୍ତ୍ର, ବିସ୍ଫୋରକ ଓ ମାଓବାଦୀ ସାହିତ୍ୟ ଜବତ କରାଯାଇଛି। ଅଞ୍ଚଳରେ କମ୍ବିଂ ଅପରେସନ ଜୋରଦାର କରାଯାଇଛି।: [936, 972, 1110, 1106]
- temperature-cell-min: ୨୫.୦: [709, 1592, 733, 1605]
- sale-heading-2: SALE: [72, 939, 113, 956]
- horoscope-sign-text: [1182, 586, 1492, 616]
- obituary-code: ଡି-୫୬୬୫୫: [701, 2267, 735, 2276]
- fifth-birthday-title: ପଞ୍ଚମ ଜନ୍ମଦିନ ଶୁଭେଚ୍ଛା: [383, 393, 564, 415]
- horoscope-sign-text: [1182, 418, 1492, 448]
- svg-text:TO LET: TO LET: [258, 691, 299, 710]
- horoscope-sign-text: [1182, 628, 1492, 658]
- homeguard-subhead: ଗୁଳି ବିନିମୟରେ ୨ ମାଓବାଦୀ ନିହତ: [814, 940, 1050, 961]
- horoscope-header: [1140, 104, 1492, 182]
- weather-forecast-state: ରାଜ୍ୟ-ଆଗାମୀ ୨୪ ଘଣ୍ଟାରେ ଅଧିକାଂଶ ସ୍ଥାନରେ ପାଗ ଶୁଷ୍କ ରହିବ। ଅପରାହ୍ଣରେ କେତେକ ସ୍ଥାନରେ ଘଡ଼ଘଡ଼ି ସହ ବର୍ଷା ହେବାର ସମ୍ଭାବନା ରହିଛି। ଉପକୂଳ ଓ ଦକ୍ଷିଣ ଓଡ଼ିଶାରେ ଆର୍ଦ୍ରତା ଅଧିକ ରହିବ।: [390, 1319, 586, 1387]
- zodiac-sign-name: କର୍କଟ:: [1182, 334, 1212, 348]
- temperature-cell-max: ୩୮.୨: [668, 1378, 692, 1391]
- ad-code: D-53207: [331, 1674, 366, 1683]
- birthday-field-name: [17, 187, 217, 202]
